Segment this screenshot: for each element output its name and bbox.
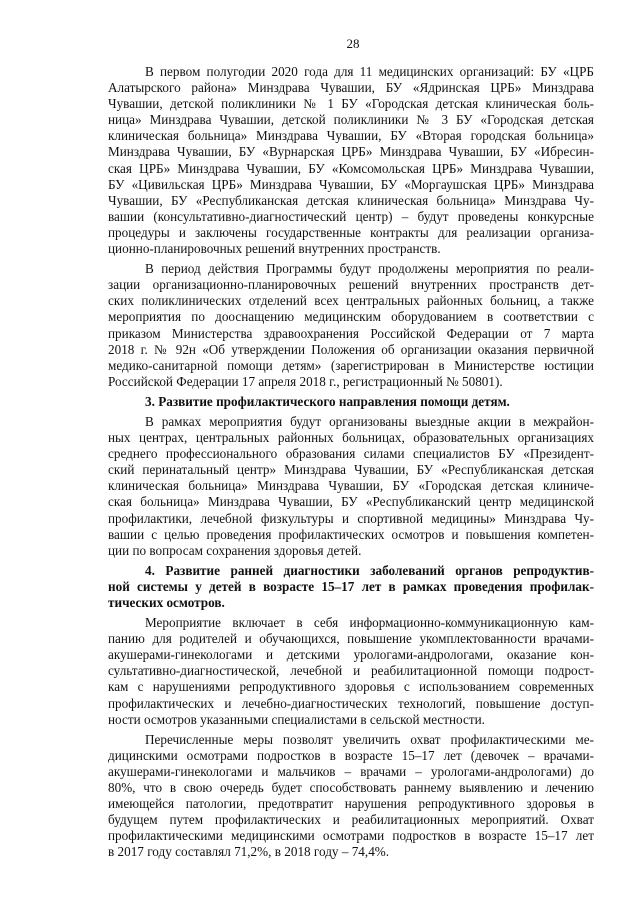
section-heading bbox=[108, 563, 594, 611]
document-page bbox=[108, 36, 594, 865]
text-line: ская ЦРБ» Минздрава Чувашии, БУ «Комсомольская ЦРБ» Минздрава Чувашии, bbox=[108, 160, 594, 176]
text-line: тических осмотров. bbox=[108, 595, 225, 610]
text-line: БУ «Цивильская ЦРБ» Минздрава Чувашии, БУ «Моргаушская ЦРБ» Минздрава bbox=[108, 176, 594, 192]
text-line: мероприятия по дооснащению медицинским оборудованием в соответствии с bbox=[108, 309, 594, 325]
text-line: 3. Развитие профилактического направления помощи детям. bbox=[145, 393, 510, 409]
text-line: акушерами-гинекологами и мальчиков – врачами – урологами-андрологами) до bbox=[108, 763, 594, 779]
paragraph bbox=[108, 414, 594, 559]
text-line: ции по вопросам сохранения здоровья детей. bbox=[108, 542, 362, 558]
text-line: В период действия Программы будут продолжены мероприятия по реали- bbox=[145, 261, 594, 277]
text-line: 2018 г. № 92н «Об утверждении Положения об организации оказания первичной bbox=[108, 341, 594, 357]
text-line: Российской Федерации 17 апреля 2018 г., регистрационный № 50801). bbox=[108, 373, 503, 389]
paragraph bbox=[108, 64, 594, 257]
text-line: профилактических и лечебно-диагностических технологий, повышение доступ- bbox=[108, 695, 594, 711]
text-line: имеющейся патологии, предотвратит нарушения репродуктивного здоровья в bbox=[108, 796, 594, 812]
text-line: Чувашии, БУ «Республиканская детская клиническая больница» Минздрава Чу- bbox=[108, 192, 594, 208]
text-line: ных центрах, центральных районных больницах, образовательных организациях bbox=[108, 430, 594, 446]
document-body bbox=[108, 64, 594, 861]
text-line: медико-санитарной помощи детям» (зарегистрирован в Министерстве юстиции bbox=[108, 357, 594, 373]
text-line: Перечисленные меры позволят увеличить охват профилактическими ме- bbox=[145, 731, 594, 747]
text-line: процедуры и заключены государственные контракты для реализации организа- bbox=[108, 224, 594, 240]
text-line: клиническая больница» Минздрава Чувашии, БУ «Вторая городская больница» bbox=[108, 128, 594, 144]
text-line: ский перинатальный центр» Минздрава Чувашии, БУ «Республиканская детская bbox=[108, 462, 594, 478]
text-line: акушерами-гинекологами и детскими урологами-андрологами, оказание кон- bbox=[108, 647, 594, 663]
page-number: 28 bbox=[346, 36, 360, 51]
text-line: Алатырского района» Минздрава Чувашии, БУ «Ядринская ЦРБ» Минздрава bbox=[108, 80, 594, 96]
paragraph bbox=[108, 732, 594, 861]
paragraph bbox=[108, 261, 594, 390]
text-line: панию для родителей и обучающихся, повышение укомплектованности врачами- bbox=[108, 631, 594, 647]
text-line: приказом Министерства здравоохранения Российской Федерации от 7 марта bbox=[108, 325, 594, 341]
text-line: вашии (консультативно-диагностический центр) – будут проведены конкурсные bbox=[108, 208, 594, 224]
text-line: Чувашии, детской поликлиники № 1 БУ «Городская детская клиническая боль- bbox=[108, 96, 594, 112]
text-line: ница» Минздрава Чувашии, детской поликлиники № 3 БУ «Городская детская bbox=[108, 112, 594, 128]
text-line: ности осмотров указанными специалистами в сельской местности. bbox=[108, 711, 485, 727]
text-line: 80%, что в свою очередь будет способствовать раннему выявлению и лечению bbox=[108, 780, 594, 796]
text-line: профилактическими медицинскими осмотрами подростков в возрасте 15–17 лет bbox=[108, 828, 594, 844]
text-line: среднего профессионального образования силами специалистов БУ «Президент- bbox=[108, 446, 594, 462]
text-line: ционно-планировочных решений внутренних пространств. bbox=[108, 241, 441, 257]
text-line: В первом полугодии 2020 года для 11 медицинских организаций: БУ «ЦРБ bbox=[145, 64, 594, 79]
text-line: будущем путем профилактических и реабилитационных мероприятий. Охват bbox=[108, 812, 594, 828]
text-line: ская больница» Минздрава Чувашии, БУ «Республиканский центр медицинской bbox=[108, 494, 594, 510]
text-line: в 2017 году составлял 71,2%, в 2018 году – 74,4%. bbox=[108, 844, 390, 860]
text-line: ной системы у детей в возрасте 15–17 лет в рамках проведения профилак- bbox=[108, 578, 594, 594]
text-line: дицинскими осмотрами подростков в возрасте 15–17 лет (девочек – врачами- bbox=[108, 747, 594, 763]
text-line: В рамках мероприятия будут организованы выездные акции в межрайон- bbox=[145, 413, 594, 429]
text-line: сультативно-диагностической, лечебной и реабилитационной помощи подрост- bbox=[108, 663, 594, 679]
text-line: клиническая больница» Минздрава Чувашии, БУ «Городская детская клиниче- bbox=[108, 478, 594, 494]
text-line: зации организационно-планировочных решений внутренних пространств дет- bbox=[108, 277, 594, 293]
paragraph bbox=[108, 615, 594, 728]
text-line: кам с нарушениями репродуктивного здоровья с использованием современных bbox=[108, 679, 594, 695]
text-line: Минздрава Чувашии, БУ «Вурнарская ЦРБ» Минздрава Чувашии, БУ «Ибресин- bbox=[108, 144, 594, 160]
text-line: профилактики, лечебной физкультуры и спортивной медицины» Минздрава Чу- bbox=[108, 510, 594, 526]
section-heading bbox=[108, 394, 594, 410]
text-line: вашии с целью проведения профилактических осмотров и повышения компетен- bbox=[108, 526, 594, 542]
text-line: 4. Развитие ранней диагностики заболеваний органов репродуктив- bbox=[145, 562, 594, 578]
text-line: Мероприятие включает в себя информационно-коммуникационную кам- bbox=[145, 615, 594, 631]
text-line: ских поликлинических отделений всех центральных районных больниц, а также bbox=[108, 293, 594, 309]
